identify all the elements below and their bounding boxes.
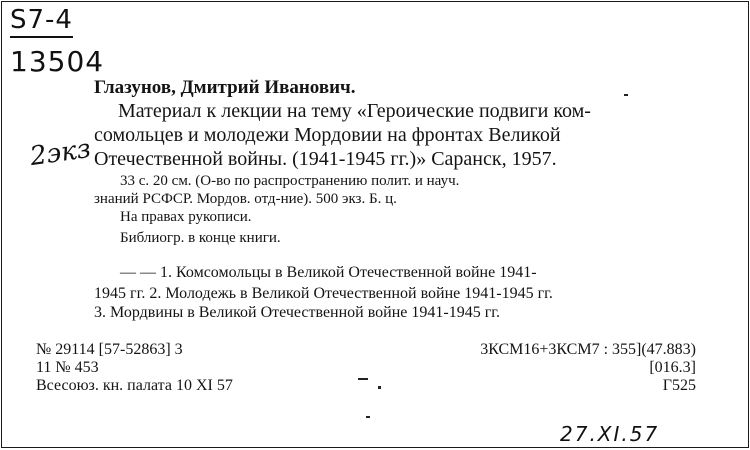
- shelf-mark: S7-4: [10, 4, 73, 38]
- ink-speck: [358, 378, 368, 380]
- footer-left-line: № 29114 [57-52863] 3: [36, 341, 183, 358]
- classification-code: 3КСМ16+3КСМ7 : 355](47.883): [480, 341, 696, 358]
- footer-left-line: Всесоюз. кн. палата 10 XI 57: [36, 377, 233, 394]
- physical-description: знаний РСФСР. Мордов. отд-ние). 500 экз. Б. ц.: [94, 191, 397, 207]
- author-heading: Глазунов, Дмитрий Иванович.: [94, 77, 356, 98]
- title-line: Материал к лекции на тему «Героические подвиги ком-: [118, 100, 591, 122]
- note-line: На правах рукописи.: [120, 209, 252, 225]
- udc-code: [016.3]: [649, 359, 696, 376]
- ink-speck: [624, 94, 628, 96]
- note-line: Библиогр. в конце книги.: [120, 230, 281, 246]
- handwritten-date: 27.XI.57: [560, 422, 660, 446]
- subject-ref: — — 1. Комсомольцы в Великой Отечественной войне 1941-: [120, 264, 537, 281]
- footer-left-line: 11 № 453: [36, 359, 99, 376]
- ink-speck: [378, 386, 381, 389]
- ink-speck: [366, 416, 370, 418]
- author-mark: Г525: [662, 377, 696, 394]
- subject-ref: 3. Мордвины в Великой Отечественной войне 1941-1945 гг.: [94, 304, 501, 321]
- title-line: Отечественной войны. (1941-1945 гг.)» Саранск, 1957.: [94, 148, 557, 170]
- physical-description: 33 с. 20 см. (О-во по распространению полит. и науч.: [120, 173, 460, 189]
- margin-note: 2экз: [28, 133, 93, 173]
- catalog-card: [1, 1, 749, 448]
- title-line: сомольцев и молодежи Мордовии на фронтах Великой: [94, 124, 561, 146]
- inventory-number: 13504: [10, 45, 105, 78]
- subject-ref: 1945 гг. 2. Молодежь в Великой Отечественной войне 1941-1945 гг.: [94, 285, 553, 302]
